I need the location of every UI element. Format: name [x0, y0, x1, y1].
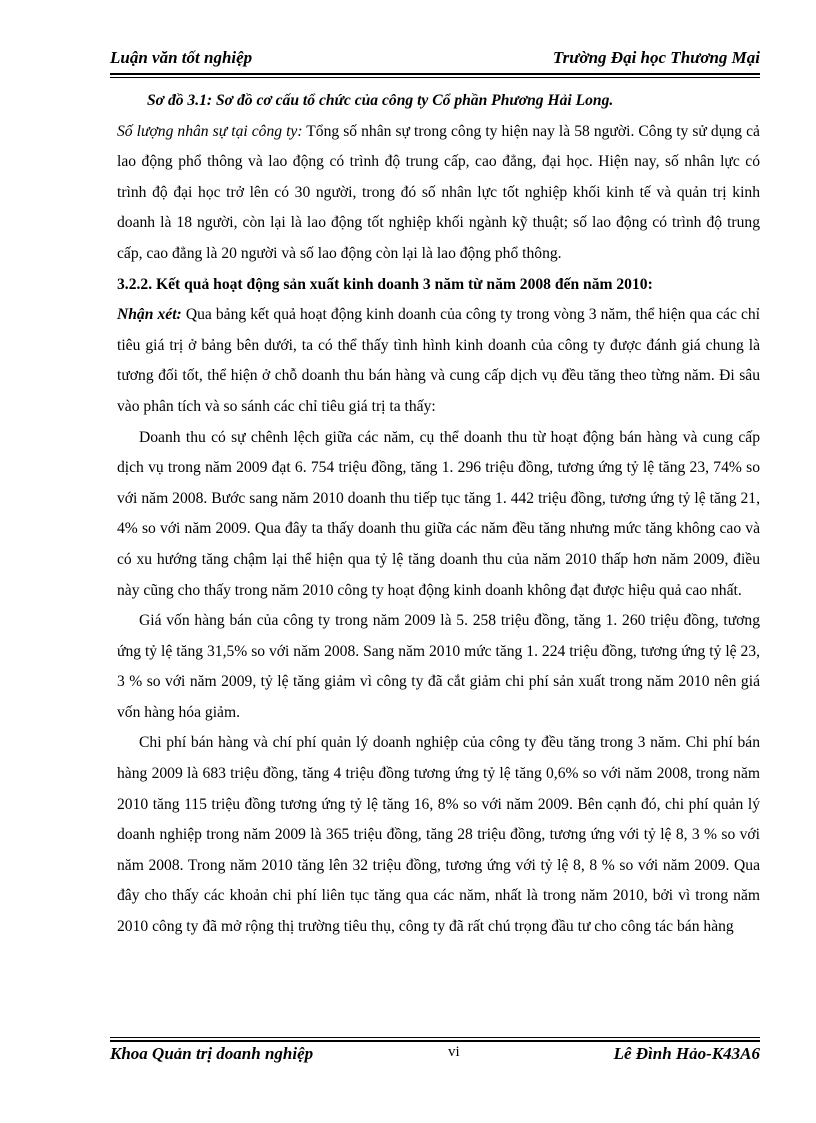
cost-of-goods-paragraph: Giá vốn hàng bán của công ty trong năm 2009 là 5. 258 triệu đồng, tăng 1. 260 triệu đồng, tương ứng tỷ lệ tăng 31,5% so với năm 2008. Sang năm 2010 mức tăng 1. 224 triệu đồng, tương ứng tỷ lệ 23, 3 % so với năm 2009, tỷ lệ tăng giảm vì công ty đã cắt giảm chi phí sản xuất trong năm 2010 nên giá vốn hàng hóa giảm.	[117, 612, 760, 721]
section-heading: 3.2.2. Kết quả hoạt động sản xuất kinh doanh 3 năm từ năm 2008 đến năm 2010:	[117, 275, 653, 293]
remark-label: Nhận xét:	[117, 306, 182, 324]
footer-faculty: Khoa Quản trị doanh nghiệp	[110, 1044, 314, 1063]
header-rule-thin	[110, 77, 760, 78]
staff-paragraph	[117, 117, 760, 270]
page-footer	[110, 1044, 760, 1068]
remark-text: Qua bảng kết quả hoạt động kinh doanh của công ty trong vòng 3 năm, thể hiện qua các chỉ tiêu giá trị ở bảng bên dưới, ta có thể thấy tình hình kinh doanh của công ty được đánh giá chung là tương đối tốt, thể hiện ở chỗ doanh thu bán hàng và cung cấp dịch vụ đều tăng theo từng năm. Đi sâu vào phân tích và so sánh các chỉ tiêu giá trị ta thấy:	[117, 306, 760, 415]
revenue-paragraph: Doanh thu có sự chênh lệch giữa các năm, cụ thể doanh thu từ hoạt động bán hàng và cung cấp dịch vụ trong năm 2009 đạt 6. 754 triệu đồng, tăng 1. 296 triệu đồng, tương ứng tỷ lệ tăng 23, 74% so với năm 2008. Bước sang năm 2010 doanh thu tiếp tục tăng 1. 442 triệu đồng, tương ứng tỷ lệ tăng 21, 4% so với năm 2009. Qua đây ta thấy doanh thu giữa các năm đều tăng nhưng mức tăng không cao và có xu hướng tăng chậm lại thể hiện qua tỷ lệ tăng doanh thu của năm 2010 thấp hơn năm 2009, điều này cũng cho thấy trong năm 2010 công ty hoạt động kinh doanh không đạt được hiệu quả cao nhất.	[117, 428, 760, 599]
footer-rule-thick	[110, 1040, 760, 1042]
expenses-paragraph: Chi phí bán hàng và chí phí quản lý doanh nghiệp của công ty đều tăng trong 3 năm. Chi phí bán hàng 2009 là 683 triệu đồng, tăng 4 triệu đồng tương ứng tỷ lệ tăng 0,6% so với năm 2008, trong năm 2010 tăng 115 triệu đồng tương ứng tỷ lệ tăng 16, 8% so với năm 2009. Bên cạnh đó, chi phí quản lý doanh nghiệp trong năm 2009 là 365 triệu đồng, tăng 28 triệu đồng, tương ứng với tỷ lệ 8, 3 % so với năm 2008. Trong năm 2010 tăng lên 32 triệu đồng, tương ứng với tỷ lệ 8, 8 % so với năm 2009. Qua đây cho thấy các khoản chi phí liên tục tăng qua các năm, nhất là trong năm 2010, bởi vì trong năm 2010 công ty đã mở rộng thị trường tiêu thụ, công ty đã rất chú trọng đầu tư cho công tác bán hàng	[117, 734, 760, 936]
page-body	[117, 86, 760, 943]
staff-label: Số lượng nhân sự tại công ty:	[117, 122, 303, 140]
footer-author: Lê Đình Hảo-K43A6	[613, 1044, 760, 1063]
page-number: vi	[448, 1044, 460, 1060]
figure-caption: Sơ đồ 3.1: Sơ đồ cơ cấu tổ chức của công ty Cổ phần Phương Hải Long.	[147, 92, 614, 109]
header-rule-thick	[110, 73, 760, 75]
header-thesis-title: Luận văn tốt nghiệp	[110, 48, 253, 67]
remark-paragraph	[117, 300, 760, 422]
header-university: Trường Đại học Thương Mại	[552, 48, 760, 67]
footer-rule-thin	[110, 1037, 760, 1038]
page-header	[110, 48, 760, 72]
staff-text: Tổng số nhân sự trong công ty hiện nay là 58 người. Công ty sử dụng cả lao động phổ thông và lao động có trình độ trung cấp, cao đẳng, đại học. Hiện nay, số nhân lực có trình độ đại học trở lên có 30 người, trong đó số nhân lực tốt nghiệp khối kinh tế và quản trị kinh doanh là 18 người, còn lại là lao động tốt nghiệp khối ngành kỹ thuật; số lao động có trình độ trung cấp, cao đẳng là 20 người và số lao động còn lại là lao động phổ thông.	[117, 122, 760, 262]
